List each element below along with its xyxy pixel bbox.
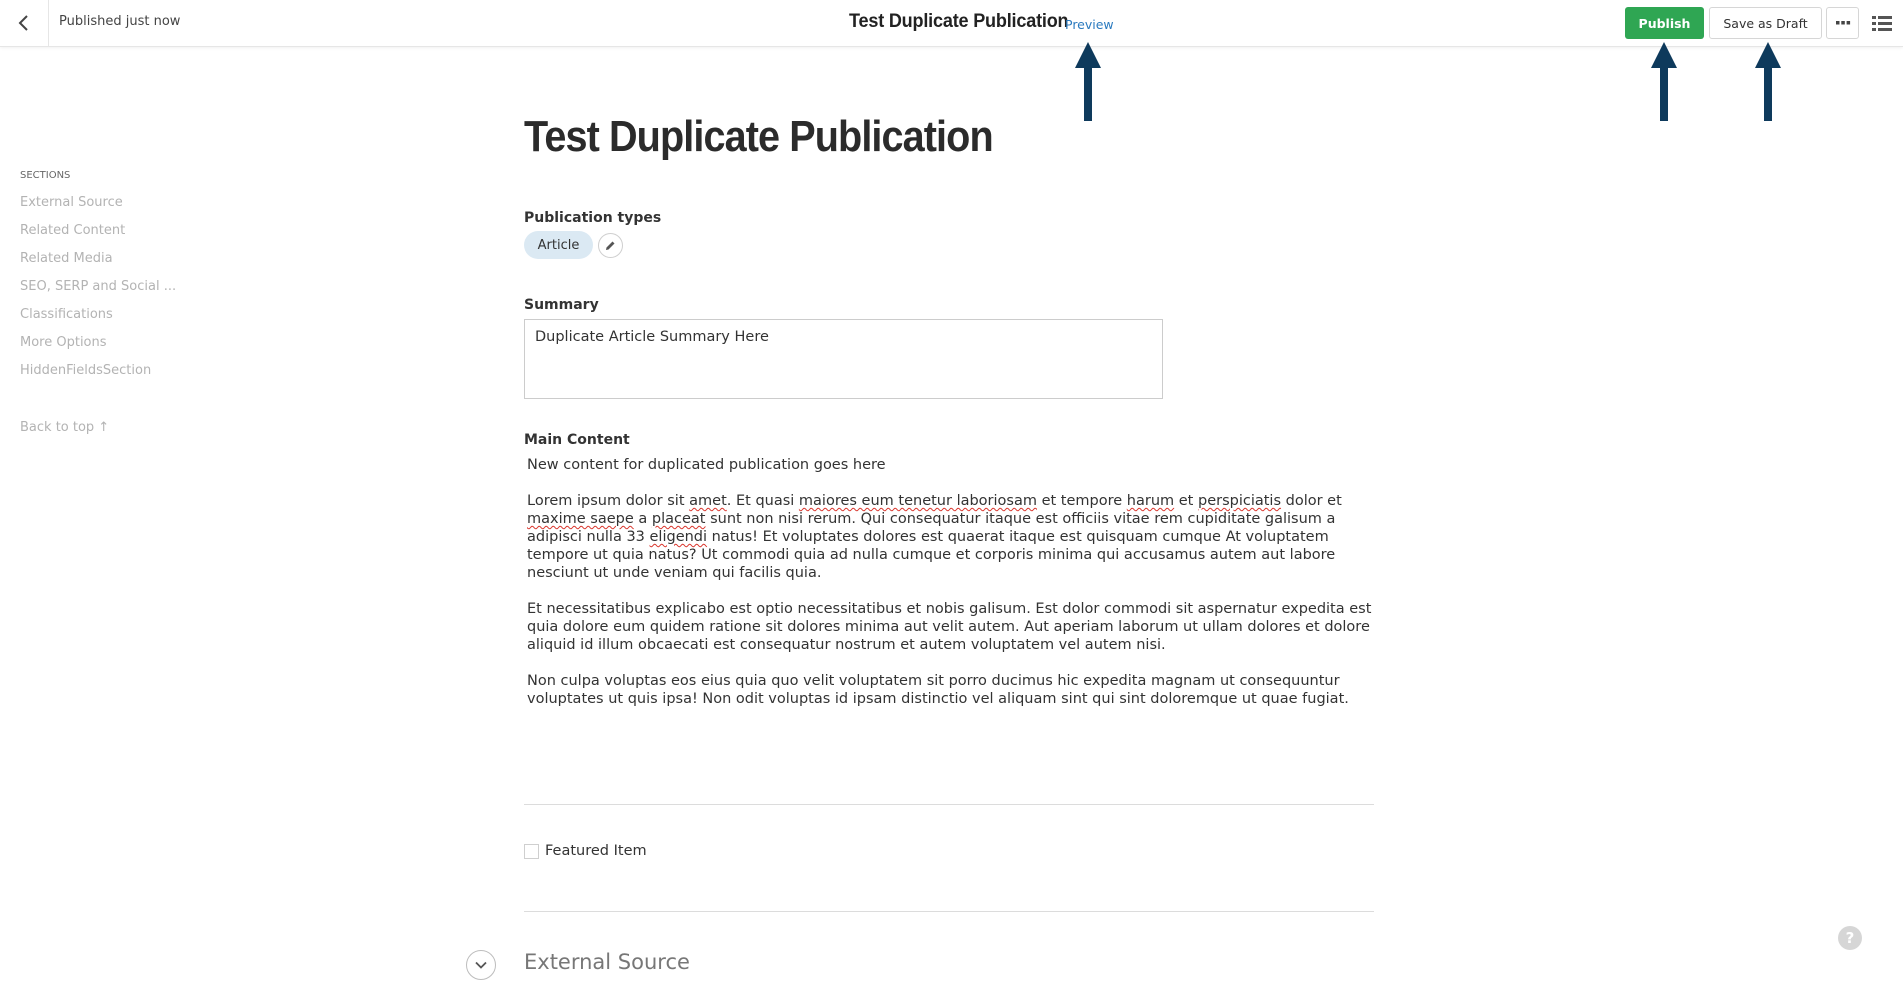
sidebar-item-more-options[interactable]: More Options — [20, 335, 107, 350]
divider — [524, 804, 1374, 805]
publication-types-label: Publication types — [524, 210, 662, 226]
divider — [524, 911, 1374, 912]
sidebar-item-hidden-fields[interactable]: HiddenFieldsSection — [20, 363, 152, 378]
back-button[interactable] — [0, 0, 49, 46]
sidebar-item-external-source[interactable]: External Source — [20, 195, 123, 210]
summary-label: Summary — [524, 297, 599, 313]
sidebar-item-related-content[interactable]: Related Content — [20, 223, 126, 238]
document-title: Test Duplicate Publication — [849, 11, 1069, 32]
main-content-label: Main Content — [524, 432, 630, 448]
featured-item-checkbox[interactable] — [524, 844, 539, 859]
sidebar-item-related-media[interactable]: Related Media — [20, 251, 113, 266]
help-button[interactable] — [1838, 926, 1862, 950]
save-draft-button[interactable]: Save as Draft — [1709, 7, 1822, 39]
content-paragraph: Et necessitatibus explicabo est optio necessitatibus et nobis galisum. Est dolor commodi sit aspernatur expedita est quia dolore eum quidem ratione sit dolores minima aut velit autem. Aut aperiam laborum ut ullam dolores et dolore aliquid id illum obcaecati est consequatur nostrum et autem voluptatem vel autem nisi. — [527, 601, 1372, 653]
publish-status: Published just now — [59, 14, 181, 29]
featured-item-label: Featured Item — [545, 843, 647, 859]
sidebar-item-classifications[interactable]: Classifications — [20, 307, 113, 322]
section-collapse-button[interactable] — [466, 950, 496, 980]
ellipsis-icon — [1835, 20, 1851, 26]
publication-type-chip[interactable]: Article — [524, 231, 593, 259]
content-paragraph: Non culpa voluptas eos eius quia quo velit voluptatem sit porro ducimus hic expedita magnam ut consequuntur voluptates ut quis ipsa! Non odit voluptas id ipsam distinctio vel aliquam sint qui sint doloremque ut quae fugiat. — [527, 673, 1349, 707]
chevron-down-icon — [475, 961, 487, 969]
sidebar-heading: SECTIONS — [20, 170, 71, 181]
list-view-icon — [1872, 15, 1892, 32]
summary-textarea[interactable]: Duplicate Article Summary Here — [524, 319, 1163, 399]
pencil-icon — [605, 240, 616, 251]
page-title: Test Duplicate Publication — [524, 112, 993, 161]
arrow-up-icon — [1755, 42, 1781, 121]
arrow-up-icon — [1651, 42, 1677, 121]
chevron-left-icon — [17, 14, 31, 32]
view-toggle-button[interactable] — [1870, 12, 1894, 34]
sections-sidebar — [20, 170, 200, 435]
arrow-up-icon — [1075, 42, 1101, 121]
sidebar-item-seo[interactable]: SEO, SERP and Social ... — [20, 279, 177, 294]
back-to-top-link[interactable]: Back to top ↑ — [20, 420, 110, 435]
main-content-editor[interactable] — [527, 456, 1372, 726]
section-title-external-source: External Source — [524, 950, 690, 974]
publish-button[interactable]: Publish — [1625, 7, 1704, 39]
featured-item-checkbox-row[interactable] — [524, 843, 647, 859]
more-options-button[interactable] — [1826, 7, 1859, 39]
preview-link[interactable]: Preview — [1065, 17, 1114, 32]
top-bar — [0, 0, 1903, 47]
edit-publication-types-button[interactable] — [598, 233, 623, 258]
content-intro: New content for duplicated publication goes here — [527, 457, 886, 473]
question-icon: ? — [1845, 929, 1855, 947]
content-paragraph: Lorem ipsum dolor sit amet. Et quasi maiores eum tenetur laboriosam et tempore harum et perspiciatis dolor et maxime saepe a placeat sunt non nisi rerum. Qui consequatur itaque est officiis vitae rem cupiditate galisum a adipisci nulla 33 eligendi natus! Et voluptates dolores est quaerat itaque est quisquam cumque At voluptatem tempore ut quia natus? Ut commodi quia ad nulla cumque et corporis minima qui accusamus autem aut labore nesciunt ut unde veniam qui facilis quia. — [527, 493, 1342, 581]
